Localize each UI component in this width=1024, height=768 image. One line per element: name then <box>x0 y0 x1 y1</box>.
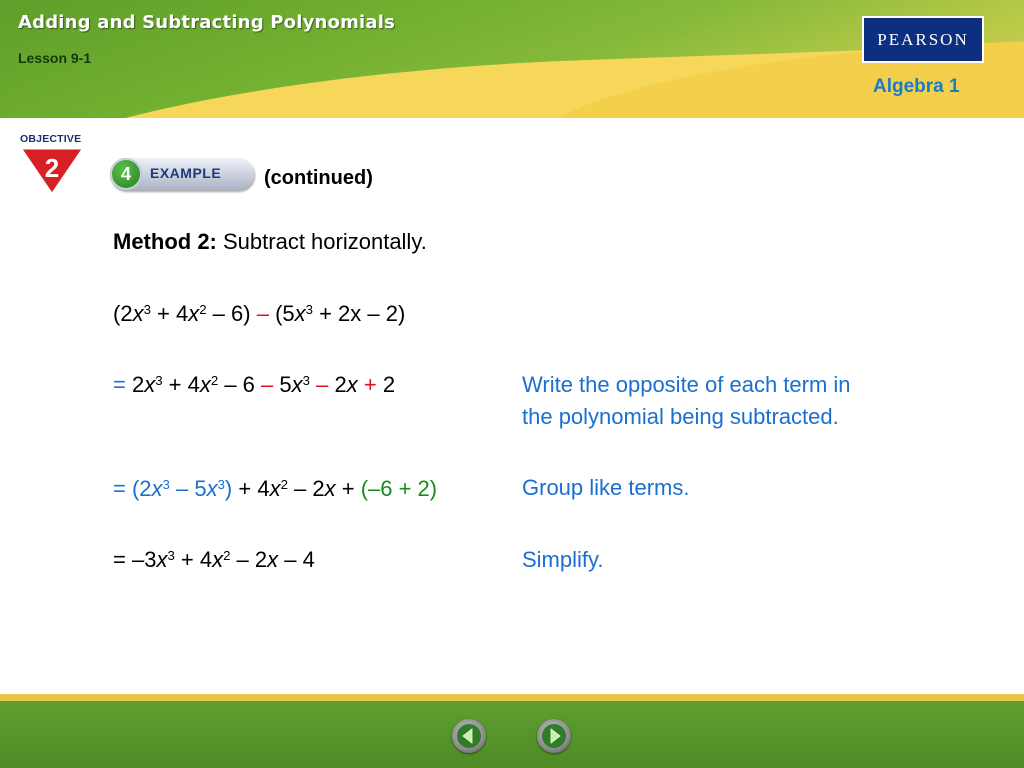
step-opposite-expression: = $2x^3 + 4x^2 - 6 - 5x^3 - 2x + 2$ <box>113 372 396 397</box>
lesson-number: Lesson 9-1 <box>18 50 92 66</box>
step-simplify-note: Simplify. <box>522 547 604 572</box>
step-opposite-note-line2: the polynomial being subtracted. <box>522 404 839 429</box>
slide-header <box>0 0 1024 118</box>
back-arrow-icon <box>456 723 482 749</box>
slide-footer <box>0 701 1024 768</box>
slide-title: Adding and Subtracting Polynomials <box>18 12 396 33</box>
method-label: Method 2: <box>113 229 217 254</box>
pearson-logo-text: PEARSON <box>877 29 969 49</box>
objective-number: 2 <box>44 153 60 183</box>
method-heading <box>113 229 427 255</box>
step-group-note: Group like terms. <box>522 475 690 500</box>
example-label: EXAMPLE <box>150 165 222 181</box>
step-group-expression: = $(2x^3 - 5x^3) + 4x^2 - 2x + (-6 + 2)$ <box>113 476 438 501</box>
objective-label: OBJECTIVE <box>20 133 82 145</box>
course-name: Algebra 1 <box>873 76 960 97</box>
forward-arrow-icon <box>541 723 567 749</box>
continued-label: (continued) <box>264 167 373 189</box>
forward-button[interactable] <box>537 719 571 753</box>
footer-stripe <box>0 694 1024 701</box>
step-opposite-note-line1: Write the opposite of each term in <box>522 372 851 397</box>
example-number: 4 <box>110 158 142 190</box>
step-opposite-note <box>522 369 851 433</box>
pearson-logo <box>862 16 984 63</box>
expression-original: $(2x^3 + 4x^2 - 6) - (5x^3 + 2x - 2)$ <box>113 301 406 326</box>
objective-triangle-icon <box>18 133 90 195</box>
example-badge <box>110 158 254 190</box>
method-text: Subtract horizontally. <box>216 229 427 254</box>
back-button[interactable] <box>452 719 486 753</box>
step-simplify-expression: = $-3x^3 + 4x^2 - 2x - 4$ <box>113 547 315 572</box>
objective-badge <box>18 133 90 195</box>
